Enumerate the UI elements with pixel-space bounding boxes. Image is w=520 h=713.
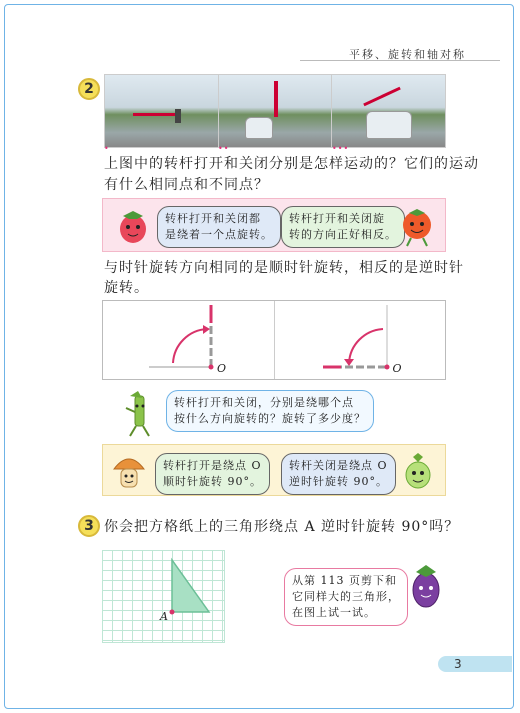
discussion-box	[102, 198, 446, 252]
page-number: 3	[454, 657, 462, 671]
page-number-tab	[438, 656, 512, 672]
photo-marker-2: ••	[218, 144, 230, 153]
hint-line3: 在图上试一试。	[292, 606, 376, 619]
eggplant-character-icon	[406, 560, 446, 612]
problem3-question: 你会把方格纸上的三角形绕点 A 逆时针旋转 90°吗？	[104, 519, 460, 535]
point-label-a: A	[160, 610, 168, 623]
answer-bubble-left	[155, 453, 270, 495]
answer-left-line1: 转杆打开是绕点 O	[163, 459, 262, 472]
question-bubble-line2: 按什么方向旋转的？旋转了多少度？	[174, 412, 366, 425]
answer-left-line2: 顺时针旋转 90°。	[163, 475, 262, 488]
mushroom-character-icon	[111, 451, 147, 491]
question-bubble	[166, 390, 374, 432]
problem2-question-line2: 有什么相同点和不同点？	[104, 177, 269, 193]
bubble-left-line2: 是绕着一个点旋转。	[165, 228, 273, 241]
speech-bubble-left	[157, 206, 281, 248]
pivot-label-o-2: O	[392, 362, 402, 375]
hint-line1: 从第 113 页剪下和	[292, 574, 397, 587]
problem-number-3: 3	[78, 515, 100, 537]
rotation-definition-line2: 旋转。	[104, 280, 149, 296]
rotation-definition-line1: 与时针旋转方向相同的是顺时针旋转，相反的是逆时针	[104, 260, 464, 276]
photo-marker-3: •••	[332, 144, 350, 153]
bubble-right-line2: 转的方向正好相反。	[289, 228, 397, 241]
answer-bubble-right	[281, 453, 396, 495]
photo-marker-1: •	[104, 144, 110, 153]
gate-photo-strip	[104, 74, 446, 148]
bubble-right-line1: 转杆打开和关闭旋	[289, 212, 385, 225]
pivot-label-o: O	[217, 362, 227, 375]
rotation-diagram	[102, 300, 446, 380]
hint-line2: 它同样大的三角形，	[292, 590, 400, 603]
problem2-question-line1: 上图中的转杆打开和关闭分别是怎样运动的？它们的运动	[104, 156, 479, 172]
gourd-character-icon	[401, 451, 435, 491]
strawberry-character-icon	[115, 207, 151, 245]
triangle-figure	[102, 550, 224, 642]
question-bubble-line1: 转杆打开和关闭，分别是绕哪个点	[174, 396, 354, 409]
problem-number-2: 2	[78, 78, 100, 100]
gate-photo-closed	[105, 75, 219, 147]
gate-photo-opening	[332, 75, 445, 147]
clockwise-diagram	[103, 301, 275, 379]
header-divider	[300, 60, 500, 61]
answer-right-line2: 逆时针旋转 90°。	[289, 475, 388, 488]
bamboo-character-icon	[122, 390, 156, 438]
gate-photo-open	[219, 75, 333, 147]
counterclockwise-rotation-figure	[275, 301, 445, 379]
answer-right-line1: 转杆关闭是绕点 O	[289, 459, 388, 472]
bubble-left-line1: 转杆打开和关闭都	[165, 212, 261, 225]
tomato-character-icon	[399, 207, 435, 247]
clockwise-rotation-figure	[103, 301, 273, 379]
speech-bubble-right	[281, 206, 405, 248]
counterclockwise-diagram	[275, 301, 446, 379]
running-header: 平移、旋转和轴对称	[349, 48, 466, 61]
answer-box	[102, 444, 446, 496]
cutout-hint-bubble	[284, 568, 408, 626]
grid-paper	[102, 550, 225, 643]
